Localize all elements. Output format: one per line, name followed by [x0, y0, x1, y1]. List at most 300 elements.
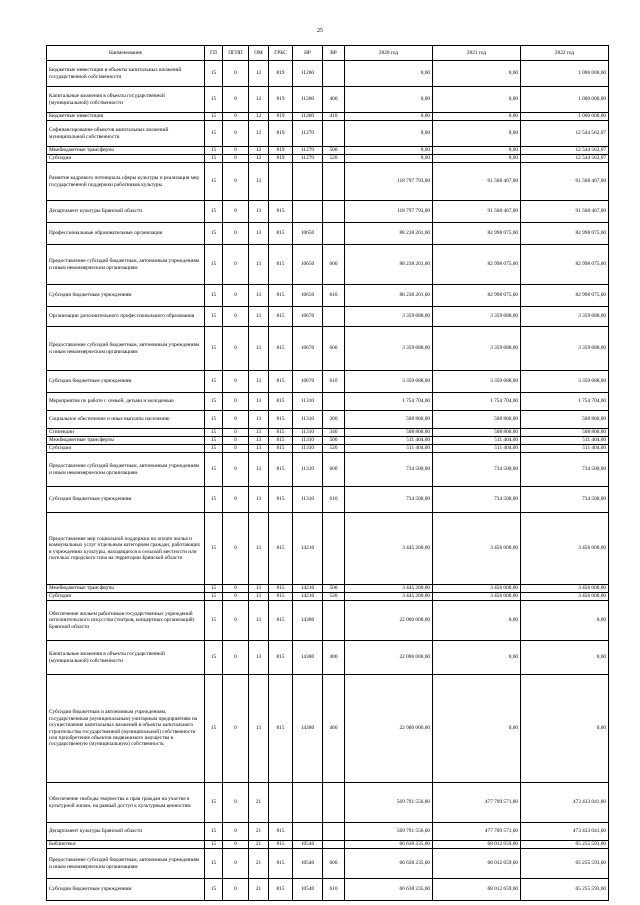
row-vr [323, 61, 345, 87]
row-amount-2022: 0,00 [521, 641, 609, 675]
row-name: Субсидии бюджетным учреждениям [47, 879, 205, 901]
row-amount-2020: 0,00 [345, 155, 433, 163]
row-pgpp: 0 [223, 823, 249, 841]
row-vr [323, 307, 345, 327]
table-row [47, 879, 609, 901]
row-om: 12 [249, 87, 269, 113]
row-pgpp: 0 [223, 121, 249, 147]
row-amount-2020: 66 638 235,00 [345, 841, 433, 849]
row-amount-2021: 0,00 [433, 121, 521, 147]
row-pgpp: 0 [223, 783, 249, 823]
row-grbs: 815 [269, 675, 293, 783]
row-nr: 14210 [293, 513, 323, 585]
row-pgpp: 0 [223, 429, 249, 437]
row-amount-2021: 0,00 [433, 61, 521, 87]
row-amount-2020: 734 500,00 [345, 453, 433, 487]
row-name: Субсидии [47, 445, 205, 453]
row-gp: 15 [205, 201, 223, 223]
row-gp: 15 [205, 163, 223, 201]
header-name: Наименование [47, 46, 205, 61]
row-nr: 10670 [293, 307, 323, 327]
row-nr: 11310 [293, 453, 323, 487]
row-om: 12 [249, 147, 269, 155]
row-amount-2022: 3 359 688,00 [521, 307, 609, 327]
row-name: Капитальные вложения в объекты государственной (муниципальной) собственности [47, 87, 205, 113]
row-amount-2021: 734 500,00 [433, 487, 521, 513]
row-name: Бюджетные инвестиции в объекты капитальных вложений государственной собственности [47, 61, 205, 87]
row-om: 13 [249, 285, 269, 307]
row-om: 21 [249, 879, 269, 901]
row-om: 13 [249, 453, 269, 487]
row-amount-2021: 91 568 467,00 [433, 163, 521, 201]
row-vr: 520 [323, 155, 345, 163]
row-name: Организации дополнительного профессионального образования [47, 307, 205, 327]
row-name: Профессиональные образовательные организации [47, 223, 205, 245]
row-amount-2020: 3 359 688,00 [345, 371, 433, 393]
row-grbs: 815 [269, 849, 293, 879]
table-row [47, 585, 609, 593]
table-row [47, 783, 609, 823]
row-gp: 15 [205, 393, 223, 411]
row-amount-2020: 3 445 200,00 [345, 513, 433, 585]
row-name: Библиотеки [47, 841, 205, 849]
row-name: Субсидии бюджетным учреждениям [47, 487, 205, 513]
row-vr: 400 [323, 87, 345, 113]
row-vr: 610 [323, 487, 345, 513]
row-amount-2021: 3 359 688,00 [433, 371, 521, 393]
header-2020: 2020 год [345, 46, 433, 61]
row-om: 13 [249, 585, 269, 593]
row-nr [293, 823, 323, 841]
row-amount-2022: 65 255 593,00 [521, 849, 609, 879]
row-pgpp: 0 [223, 453, 249, 487]
row-name: Предоставление субсидий бюджетным, автономным учреждениям и иным некоммерческим организациям [47, 245, 205, 285]
row-om: 13 [249, 223, 269, 245]
row-amount-2022: 91 568 467,00 [521, 163, 609, 201]
row-vr: 340 [323, 429, 345, 437]
row-amount-2022: 1 000 000,00 [521, 113, 609, 121]
row-amount-2021: 3 456 000,00 [433, 593, 521, 601]
row-nr: 10650 [293, 245, 323, 285]
row-pgpp: 0 [223, 513, 249, 585]
row-amount-2021: 82 998 075,00 [433, 285, 521, 307]
table-row [47, 61, 609, 87]
row-pgpp: 0 [223, 487, 249, 513]
row-amount-2021: 0,00 [433, 87, 521, 113]
row-name: Субсидии [47, 593, 205, 601]
row-grbs: 815 [269, 393, 293, 411]
row-gp: 15 [205, 147, 223, 155]
row-grbs: 819 [269, 87, 293, 113]
row-amount-2020: 734 500,00 [345, 487, 433, 513]
row-grbs: 815 [269, 307, 293, 327]
row-nr: 11310 [293, 445, 323, 453]
row-pgpp: 0 [223, 841, 249, 849]
row-pgpp: 0 [223, 585, 249, 593]
row-om: 13 [249, 307, 269, 327]
table-row [47, 437, 609, 445]
row-nr: 11310 [293, 487, 323, 513]
row-amount-2022: 65 255 593,00 [521, 841, 609, 849]
row-om: 13 [249, 593, 269, 601]
row-grbs [269, 163, 293, 201]
row-amount-2021: 0,00 [433, 601, 521, 641]
row-grbs: 815 [269, 879, 293, 901]
row-nr: 14380 [293, 601, 323, 641]
row-amount-2021: 477 709 571,00 [433, 783, 521, 823]
row-name: Предоставление субсидий бюджетным, автономным учреждениям и иным некоммерческим организациям [47, 453, 205, 487]
row-nr: 10650 [293, 223, 323, 245]
row-gp: 15 [205, 849, 223, 879]
row-amount-2020: 3 445 200,00 [345, 585, 433, 593]
row-gp: 15 [205, 411, 223, 429]
row-pgpp: 0 [223, 437, 249, 445]
row-grbs: 815 [269, 841, 293, 849]
row-name: Бюджетные инвестиции [47, 113, 205, 121]
row-amount-2020: 66 638 235,00 [345, 879, 433, 901]
row-name: Предоставление субсидий бюджетным, автономным учреждениям и иным некоммерческим организациям [47, 327, 205, 371]
row-amount-2020: 508 800,00 [345, 411, 433, 429]
row-gp: 15 [205, 601, 223, 641]
row-amount-2021: 1 754 704,00 [433, 393, 521, 411]
table-row [47, 201, 609, 223]
row-grbs: 815 [269, 371, 293, 393]
row-amount-2021: 68 012 659,00 [433, 841, 521, 849]
row-om: 13 [249, 411, 269, 429]
row-nr: 11260 [293, 87, 323, 113]
row-om: 21 [249, 841, 269, 849]
row-name: Межбюджетные трансферты [47, 147, 205, 155]
table-row [47, 245, 609, 285]
row-vr [323, 223, 345, 245]
table-row [47, 513, 609, 585]
row-amount-2022: 508 800,00 [521, 411, 609, 429]
row-grbs: 815 [269, 245, 293, 285]
row-vr [323, 201, 345, 223]
row-gp: 15 [205, 783, 223, 823]
table-row [47, 487, 609, 513]
row-amount-2022: 12 544 562,07 [521, 147, 609, 155]
row-amount-2020: 508 800,00 [345, 429, 433, 437]
row-nr: 10670 [293, 371, 323, 393]
header-2021: 2021 год [433, 46, 521, 61]
row-pgpp: 0 [223, 201, 249, 223]
row-om: 13 [249, 437, 269, 445]
row-vr: 520 [323, 445, 345, 453]
row-vr: 610 [323, 879, 345, 901]
row-grbs: 815 [269, 823, 293, 841]
row-amount-2020: 0,00 [345, 121, 433, 147]
row-gp: 15 [205, 327, 223, 371]
row-nr: 11260 [293, 61, 323, 87]
row-om: 21 [249, 849, 269, 879]
row-amount-2021: 0,00 [433, 155, 521, 163]
row-om: 12 [249, 113, 269, 121]
row-nr: 11270 [293, 121, 323, 147]
row-gp: 15 [205, 61, 223, 87]
row-amount-2021: 734 500,00 [433, 453, 521, 487]
row-gp: 15 [205, 429, 223, 437]
row-pgpp: 0 [223, 601, 249, 641]
row-vr: 500 [323, 437, 345, 445]
row-amount-2022: 91 568 467,00 [521, 201, 609, 223]
row-amount-2022: 734 500,00 [521, 453, 609, 487]
row-pgpp: 0 [223, 245, 249, 285]
row-amount-2020: 569 791 556,00 [345, 823, 433, 841]
row-vr: 610 [323, 285, 345, 307]
row-gp: 15 [205, 155, 223, 163]
row-name: Развитие кадрового потенциала сферы культуры и реализация мер государственной поддержки работников культуры [47, 163, 205, 201]
table-row [47, 393, 609, 411]
row-pgpp: 0 [223, 147, 249, 155]
row-pgpp: 0 [223, 879, 249, 901]
row-amount-2022: 82 998 075,00 [521, 285, 609, 307]
row-amount-2020: 22 000 000,00 [345, 601, 433, 641]
row-gp: 15 [205, 513, 223, 585]
row-amount-2020: 88 238 201,00 [345, 285, 433, 307]
row-pgpp: 0 [223, 675, 249, 783]
row-name: Субсидии бюджетным учреждениям [47, 285, 205, 307]
row-name: Предоставление мер социальной поддержки по оплате жилья и коммунальных услуг отдельным категориям граждан, работающих в учреждениях культуры, находящихся в сельской местности или поселках городского типа на территории Брянской области [47, 513, 205, 585]
row-name: Межбюджетные трансферты [47, 437, 205, 445]
row-gp: 15 [205, 675, 223, 783]
page-number: 25 [317, 28, 323, 34]
table-body [47, 61, 609, 901]
row-gp: 15 [205, 823, 223, 841]
row-pgpp: 0 [223, 641, 249, 675]
table-row [47, 307, 609, 327]
row-nr: 14380 [293, 675, 323, 783]
row-grbs: 815 [269, 453, 293, 487]
row-pgpp: 0 [223, 285, 249, 307]
row-om: 13 [249, 601, 269, 641]
row-om: 12 [249, 155, 269, 163]
row-name: Департамент культуры Брянской области [47, 201, 205, 223]
table-row [47, 163, 609, 201]
row-name: Предоставление субсидий бюджетным, автономным учреждениям и иным некоммерческим организациям [47, 849, 205, 879]
row-grbs: 815 [269, 223, 293, 245]
row-gp: 15 [205, 121, 223, 147]
table-row [47, 223, 609, 245]
row-om: 13 [249, 371, 269, 393]
table-row [47, 429, 609, 437]
row-amount-2022: 473 433 041,00 [521, 783, 609, 823]
row-gp: 15 [205, 245, 223, 285]
row-om: 12 [249, 61, 269, 87]
row-grbs: 815 [269, 641, 293, 675]
row-amount-2021: 82 998 075,00 [433, 245, 521, 285]
row-vr: 500 [323, 585, 345, 593]
row-amount-2021: 477 709 571,00 [433, 823, 521, 841]
row-pgpp: 0 [223, 87, 249, 113]
row-gp: 15 [205, 445, 223, 453]
row-pgpp: 0 [223, 849, 249, 879]
row-amount-2021: 0,00 [433, 675, 521, 783]
row-grbs: 815 [269, 445, 293, 453]
row-amount-2022: 12 544 562,07 [521, 155, 609, 163]
row-om: 13 [249, 675, 269, 783]
row-om: 13 [249, 487, 269, 513]
table-row [47, 285, 609, 307]
row-amount-2020: 569 791 556,00 [345, 783, 433, 823]
table-row [47, 823, 609, 841]
row-gp: 15 [205, 585, 223, 593]
row-om: 13 [249, 393, 269, 411]
row-amount-2021: 3 359 688,00 [433, 307, 521, 327]
row-amount-2022: 82 998 075,00 [521, 245, 609, 285]
row-grbs: 815 [269, 429, 293, 437]
row-amount-2020: 88 238 201,00 [345, 245, 433, 285]
row-amount-2020: 3 359 688,00 [345, 327, 433, 371]
row-amount-2020: 22 000 000,00 [345, 641, 433, 675]
row-grbs: 819 [269, 155, 293, 163]
row-vr [323, 393, 345, 411]
row-nr: 10540 [293, 841, 323, 849]
row-om: 21 [249, 783, 269, 823]
row-vr: 600 [323, 453, 345, 487]
row-name: Капитальные вложения в объекты государственной (муниципальной) собственности [47, 641, 205, 675]
row-amount-2022: 12 544 562,07 [521, 121, 609, 147]
row-amount-2021: 68 012 659,00 [433, 879, 521, 901]
row-vr: 500 [323, 147, 345, 155]
row-amount-2022: 473 433 041,00 [521, 823, 609, 841]
row-amount-2022: 734 500,00 [521, 487, 609, 513]
row-nr: 10650 [293, 285, 323, 307]
table-row [47, 411, 609, 429]
row-vr [323, 601, 345, 641]
row-amount-2022: 1 000 000,00 [521, 87, 609, 113]
row-amount-2020: 511 404,00 [345, 445, 433, 453]
row-vr [323, 823, 345, 841]
header-pgpp: ПГПП [223, 46, 249, 61]
row-amount-2022: 0,00 [521, 601, 609, 641]
row-name: Мероприятия по работе с семьей, детьми и молодежью [47, 393, 205, 411]
row-name: Субсидии бюджетным и автономным учреждениям, государственным (муниципальным) унитарным предприятиям на осуществление капитальных вложений в объекты капитального строительства государственной (муниципальной) собственности или приобретение объектов недвижимого имущества в государственную (муниципальную) собственность [47, 675, 205, 783]
row-pgpp: 0 [223, 223, 249, 245]
table-row [47, 675, 609, 783]
table-row [47, 155, 609, 163]
table-row [47, 841, 609, 849]
row-vr: 460 [323, 675, 345, 783]
table-row [47, 327, 609, 371]
row-name: Субсидии бюджетным учреждениям [47, 371, 205, 393]
row-amount-2022: 3 456 000,00 [521, 513, 609, 585]
row-amount-2021: 0,00 [433, 641, 521, 675]
row-amount-2022: 1 754 704,00 [521, 393, 609, 411]
row-grbs: 815 [269, 201, 293, 223]
table-row [47, 121, 609, 147]
row-vr: 600 [323, 849, 345, 879]
row-gp: 15 [205, 879, 223, 901]
table-row [47, 445, 609, 453]
row-amount-2020: 511 404,00 [345, 437, 433, 445]
row-amount-2021: 3 359 688,00 [433, 327, 521, 371]
row-amount-2022: 3 359 688,00 [521, 371, 609, 393]
row-amount-2020: 1 754 704,00 [345, 393, 433, 411]
row-grbs: 819 [269, 121, 293, 147]
table-row [47, 371, 609, 393]
row-amount-2020: 118 797 793,00 [345, 163, 433, 201]
row-name: Обеспечение свободы творчества и прав граждан на участие в культурной жизни, на равный доступ к культурным ценностям [47, 783, 205, 823]
row-grbs: 815 [269, 513, 293, 585]
row-om: 21 [249, 823, 269, 841]
row-nr: 11270 [293, 147, 323, 155]
row-name: Стипендии [47, 429, 205, 437]
table-row [47, 113, 609, 121]
row-grbs: 815 [269, 437, 293, 445]
row-nr: 10540 [293, 879, 323, 901]
header-om: ОМ [249, 46, 269, 61]
row-name: Обеспечение жильем работников государственных учреждений исполнительского искусства (театров, концертных организаций) Брянской области [47, 601, 205, 641]
row-grbs: 815 [269, 285, 293, 307]
row-om: 13 [249, 445, 269, 453]
row-pgpp: 0 [223, 307, 249, 327]
row-pgpp: 0 [223, 411, 249, 429]
header-2022: 2022 год [521, 46, 609, 61]
table-row [47, 601, 609, 641]
row-vr: 410 [323, 113, 345, 121]
table-row [47, 453, 609, 487]
row-name: Социальное обеспечение и иные выплаты населению [47, 411, 205, 429]
row-nr: 14380 [293, 641, 323, 675]
header-nr: НР [293, 46, 323, 61]
row-gp: 15 [205, 285, 223, 307]
header-vr: ВР [323, 46, 345, 61]
row-pgpp: 0 [223, 163, 249, 201]
row-nr: 14210 [293, 585, 323, 593]
row-amount-2021: 3 456 000,00 [433, 585, 521, 593]
row-amount-2020: 0,00 [345, 113, 433, 121]
row-pgpp: 0 [223, 393, 249, 411]
row-amount-2021: 511 404,00 [433, 445, 521, 453]
row-name: Софинансирование объектов капитальных вложений муниципальной собственности [47, 121, 205, 147]
row-amount-2022: 0,00 [521, 675, 609, 783]
row-nr [293, 783, 323, 823]
row-gp: 15 [205, 307, 223, 327]
row-pgpp: 0 [223, 593, 249, 601]
row-amount-2022: 3 456 000,00 [521, 585, 609, 593]
header-grbs: ГРБС [269, 46, 293, 61]
row-name: Департамент культуры Брянской области [47, 823, 205, 841]
row-gp: 15 [205, 223, 223, 245]
row-nr: 11260 [293, 113, 323, 121]
table-header-row [47, 46, 609, 61]
row-amount-2021: 82 998 075,00 [433, 223, 521, 245]
row-pgpp: 0 [223, 371, 249, 393]
row-amount-2022: 511 404,00 [521, 437, 609, 445]
row-nr: 14210 [293, 593, 323, 601]
row-vr [323, 841, 345, 849]
row-name: Субсидии [47, 155, 205, 163]
row-grbs: 815 [269, 585, 293, 593]
row-amount-2020: 0,00 [345, 61, 433, 87]
row-amount-2021: 0,00 [433, 147, 521, 155]
row-name: Межбюджетные трансферты [47, 585, 205, 593]
row-vr: 600 [323, 327, 345, 371]
row-amount-2022: 82 998 075,00 [521, 223, 609, 245]
row-grbs: 815 [269, 593, 293, 601]
row-amount-2020: 0,00 [345, 147, 433, 155]
row-amount-2022: 508 800,00 [521, 429, 609, 437]
row-grbs [269, 783, 293, 823]
row-grbs: 819 [269, 61, 293, 87]
row-nr: 11310 [293, 411, 323, 429]
row-grbs: 819 [269, 113, 293, 121]
row-amount-2020: 3 359 688,00 [345, 307, 433, 327]
row-grbs: 819 [269, 147, 293, 155]
row-amount-2020: 88 238 201,00 [345, 223, 433, 245]
row-om: 13 [249, 245, 269, 285]
